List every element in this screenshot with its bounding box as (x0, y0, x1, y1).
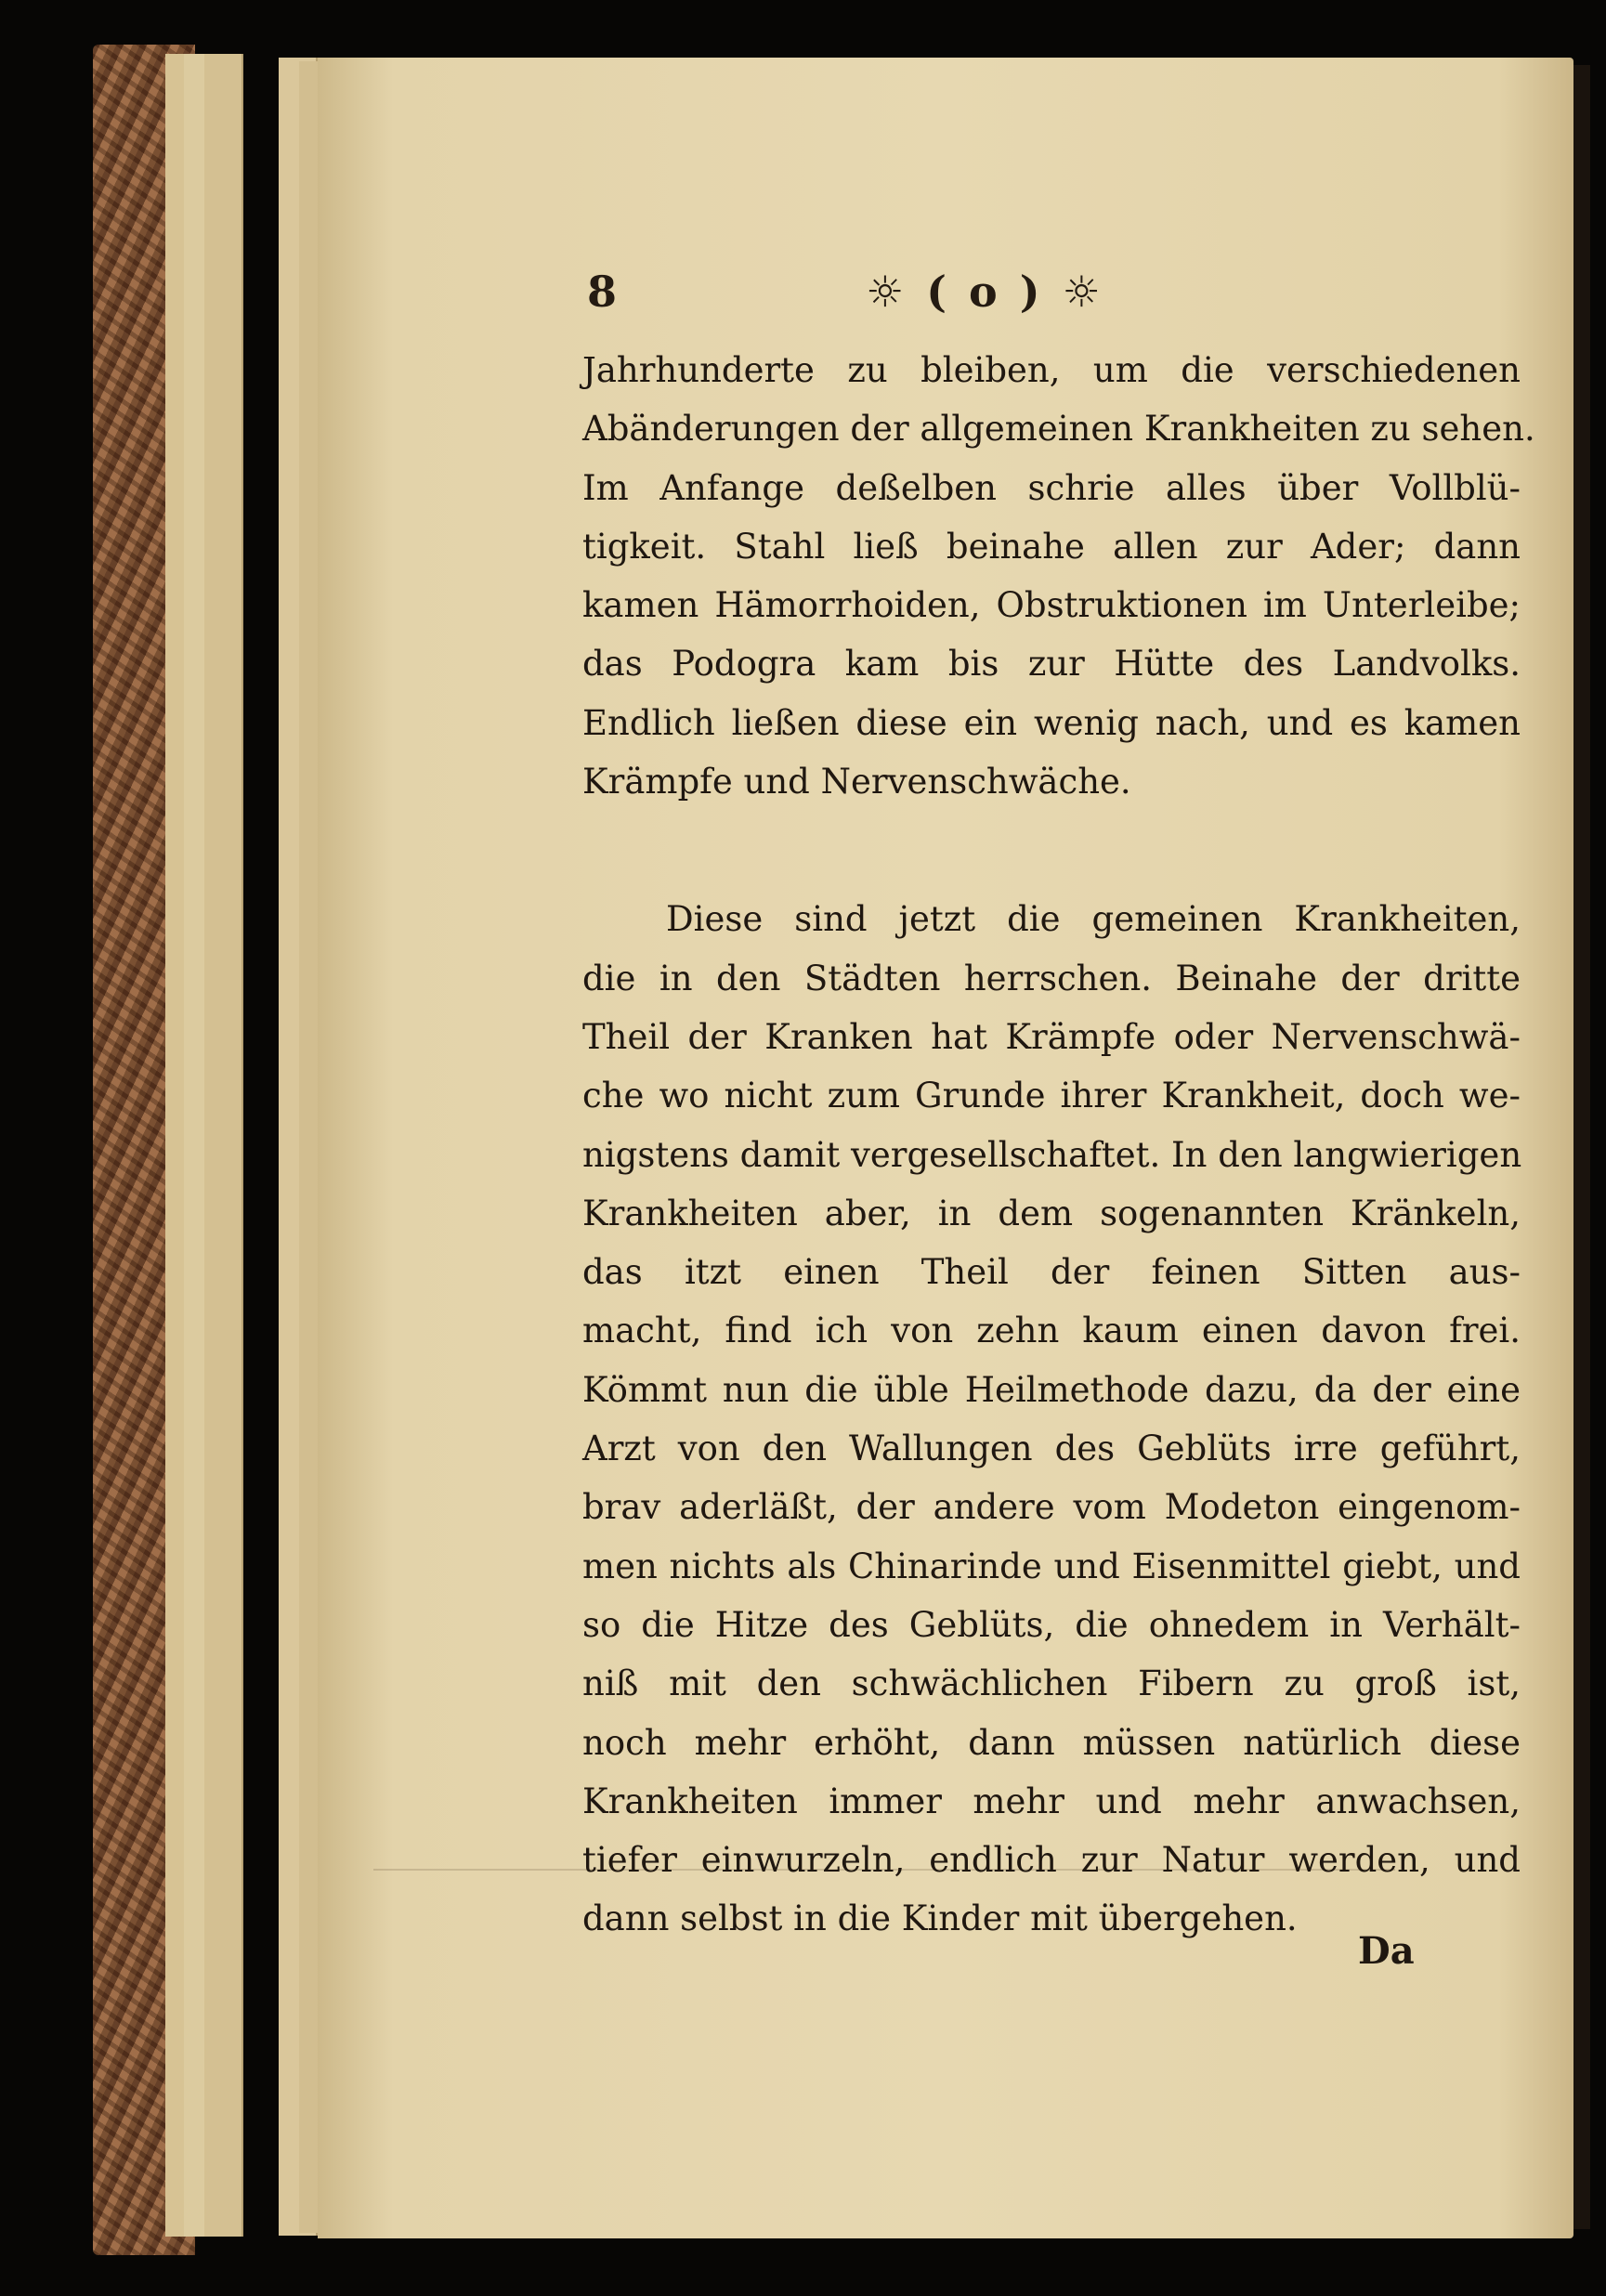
page-number: 8 (587, 267, 618, 317)
text-line: Theil der Kranken hat Krämpfe oder Nervenschwä- (582, 1016, 1521, 1057)
text-line: so die Hitze des Geblüts, die ohnedem in Verhält- (582, 1604, 1521, 1645)
book-page (318, 58, 1573, 2238)
paragraph-1 (582, 341, 1535, 811)
paragraph-gap (582, 811, 1521, 890)
page-header (587, 267, 1516, 332)
gutter-shadow (1573, 65, 1590, 2229)
text-line: dann selbst in die Kinder mit übergehen. (582, 1898, 1298, 1939)
paragraph-2 (582, 890, 1521, 1948)
header-ornament: ☼ ( o ) ☼ (866, 267, 1104, 317)
text-line: tigkeit. Stahl ließ beinahe allen zur Ader; dann (582, 526, 1521, 567)
text-line: Krämpfe und Nervenschwäche. (582, 762, 1131, 802)
text-line: Kömmt nun die üble Heilmethode dazu, da der eine (582, 1369, 1521, 1410)
text-line: Endlich ließen diese ein wenig nach, und es kamen (582, 702, 1521, 743)
text-line: Krankheiten immer mehr und mehr anwachsen, (582, 1781, 1521, 1821)
text-line: Diese sind jetzt die gemeinen Krankheiten, (666, 899, 1521, 940)
text-line: macht, find ich von zehn kaum einen davon frei. (582, 1311, 1521, 1351)
text-line: che wo nicht zum Grunde ihrer Krankheit, doch we- (582, 1076, 1521, 1116)
text-line: Im Anfange deßelben schrie alles über Vollblü- (582, 467, 1521, 508)
text-line: die in den Städten herrschen. Beinahe der dritte (582, 958, 1521, 998)
body-text (582, 341, 1535, 1949)
text-line: Abänderungen der allgemeinen Krankheiten zu sehen. (582, 409, 1535, 450)
text-line: noch mehr erhöht, dann müssen natürlich diese (582, 1722, 1521, 1763)
page-edge (204, 54, 243, 2237)
text-line: nigstens damit vergesellschaftet. In den langwierigen (582, 1134, 1522, 1175)
text-line: Arzt von den Wallungen des Geblüts irre geführt, (582, 1428, 1521, 1469)
text-line: niß mit den schwächlichen Fibern zu groß ist, (582, 1663, 1521, 1704)
text-line: das itzt einen Theil der feinen Sitten aus- (582, 1252, 1521, 1293)
text-line: kamen Hämorrhoiden, Obstruktionen im Unterleibe; (582, 585, 1521, 626)
text-line: tiefer einwurzeln, endlich zur Natur werden, und (582, 1840, 1521, 1881)
text-line: Krankheiten aber, in dem sogenannten Kränkeln, (582, 1193, 1521, 1233)
text-line: brav aderläßt, der andere vom Modeton eingenom- (582, 1487, 1521, 1528)
text-line: das Podogra kam bis zur Hütte des Landvolks. (582, 644, 1521, 685)
text-line: men nichts als Chinarinde und Eisenmittel giebt, und (582, 1546, 1521, 1586)
catchword: Da (1358, 1929, 1415, 1973)
text-line: Jahrhunderte zu bleiben, um die verschiedenen (582, 350, 1521, 390)
